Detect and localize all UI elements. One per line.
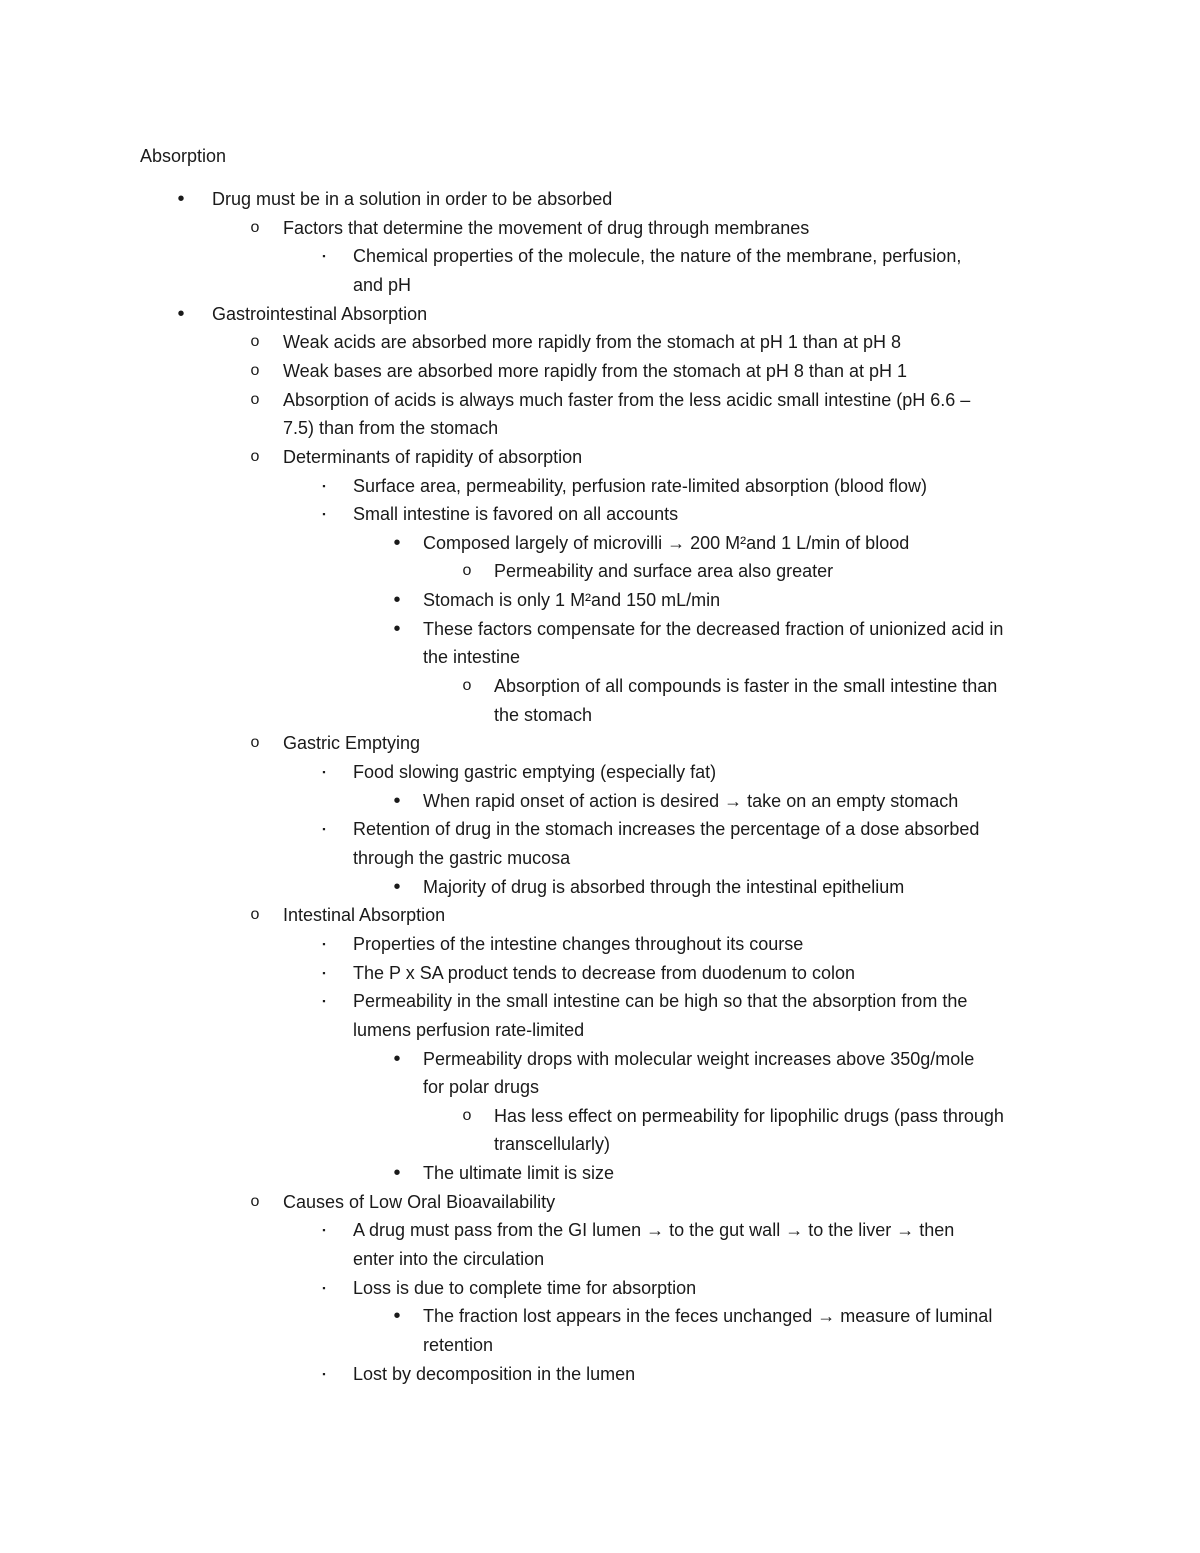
- outline-item-level-4: Majority of drug is absorbed through the intestinal epithelium: [423, 876, 905, 897]
- outline-item-level-4: retention: [423, 1335, 494, 1355]
- outline-item-level-5: Permeability and surface area also greater: [494, 561, 834, 582]
- outline-item-level-2: Weak bases are absorbed more rapidly from the stomach at pH 8 than at pH 1: [283, 360, 907, 381]
- outline-item-level-4: Composed largely of microvilli → 200 M²and 1 L/min of blood: [423, 532, 910, 553]
- outline-item-level-3: Food slowing gastric emptying (especially fat): [353, 762, 717, 782]
- outline-item-level-3: Permeability in the small intestine can be high so that the absorption from the: [353, 991, 968, 1012]
- outline-item-level-4: Stomach is only 1 M²and 150 mL/min: [423, 590, 721, 611]
- bullet-square-icon: ▪: [322, 767, 326, 777]
- bullet-dot-icon: •: [393, 1305, 401, 1328]
- bullet-square-icon: ▪: [322, 480, 326, 491]
- bullet-dot-icon: •: [393, 875, 401, 898]
- outline-item-level-3: and pH: [353, 274, 412, 295]
- outline-item-level-1: Gastrointestinal Absorption: [212, 303, 428, 324]
- outline-item-level-2: Factors that determine the movement of drug through membranes: [283, 217, 810, 238]
- bullet-circle-icon: o: [250, 361, 260, 379]
- outline-item-level-5: the stomach: [494, 704, 593, 725]
- outline-item-level-4: These factors compensate for the decreased fraction of unionized acid in: [423, 618, 1004, 639]
- bullet-dot-icon: •: [393, 789, 401, 812]
- bullet-dot-icon: •: [393, 1047, 401, 1070]
- outline-item-level-3: Retention of drug in the stomach increases the percentage of a dose absorbed: [353, 819, 980, 840]
- outline-item-level-3: Chemical properties of the molecule, the nature of the membrane, perfusion,: [353, 246, 962, 267]
- outline-item-level-3: Lost by decomposition in the lumen: [353, 1363, 636, 1384]
- outline-item-level-2: Gastric Emptying: [283, 733, 421, 754]
- outline-item-level-1: Drug must be in a solution in order to be absorbed: [212, 189, 613, 209]
- bullet-circle-icon: o: [250, 1192, 260, 1210]
- outline-item-level-3: A drug must pass from the GI lumen → to the gut wall → to the liver → then: [353, 1220, 955, 1241]
- bullet-dot-icon: •: [177, 188, 185, 210]
- outline-item-level-2: Determinants of rapidity of absorption: [283, 446, 583, 467]
- outline-item-level-3: Small intestine is favored on all accounts: [353, 504, 679, 525]
- outline-item-level-3: The P x SA product tends to decrease from duodenum to colon: [353, 962, 855, 983]
- outline-item-level-3: Properties of the intestine changes throughout its course: [353, 933, 804, 954]
- outline-item-level-2: Absorption of acids is always much faster from the less acidic small intestine (pH 6.6 –: [283, 389, 971, 410]
- outline-item-level-4: for polar drugs: [423, 1077, 540, 1098]
- bullet-square-icon: ▪: [322, 251, 326, 262]
- outline-item-level-3: Surface area, permeability, perfusion rate-limited absorption (blood flow): [353, 475, 927, 496]
- bullet-circle-icon: o: [462, 1106, 472, 1124]
- bullet-square-icon: ▪: [322, 996, 326, 1007]
- outline-item-level-3: through the gastric mucosa: [353, 847, 571, 868]
- outline-item-level-4: the intestine: [423, 647, 521, 668]
- bullet-circle-icon: o: [250, 333, 260, 351]
- page-title: Absorption: [140, 146, 227, 166]
- bullet-circle-icon: o: [250, 906, 260, 924]
- bullet-dot-icon: •: [393, 589, 401, 612]
- bullet-dot-icon: •: [393, 617, 401, 640]
- outline-item-level-5: Absorption of all compounds is faster in the small intestine than: [494, 676, 998, 697]
- outline-item-level-2: 7.5) than from the stomach: [283, 418, 499, 439]
- outline-item-level-3: lumens perfusion rate-limited: [353, 1019, 585, 1040]
- outline-item-level-5: Has less effect on permeability for lipophilic drugs (pass through: [494, 1105, 1004, 1126]
- bullet-circle-icon: o: [250, 734, 260, 752]
- bullet-square-icon: ▪: [322, 824, 326, 835]
- bullet-circle-icon: o: [250, 390, 260, 408]
- bullet-square-icon: ▪: [322, 509, 326, 520]
- outline-item-level-2: Intestinal Absorption: [283, 905, 446, 926]
- outline-item-level-3: enter into the circulation: [353, 1249, 545, 1270]
- outline-item-level-4: The ultimate limit is size: [423, 1163, 615, 1184]
- bullet-circle-icon: o: [250, 218, 260, 236]
- bullet-square-icon: ▪: [322, 938, 326, 949]
- bullet-circle-icon: o: [462, 562, 472, 580]
- bullet-square-icon: ▪: [322, 1225, 326, 1236]
- bullet-dot-icon: •: [177, 302, 185, 325]
- outline-item-level-5: transcellularly): [494, 1134, 611, 1155]
- outline-item-level-2: Weak acids are absorbed more rapidly from the stomach at pH 1 than at pH 8: [283, 332, 901, 353]
- outline-item-level-2: Causes of Low Oral Bioavailability: [283, 1191, 556, 1212]
- bullet-circle-icon: o: [250, 447, 260, 465]
- outline-item-level-4: Permeability drops with molecular weight increases above 350g/mole: [423, 1048, 975, 1069]
- outline-item-level-4: The fraction lost appears in the feces unchanged → measure of luminal: [423, 1306, 993, 1327]
- outline-item-level-3: Loss is due to complete time for absorption: [353, 1277, 697, 1298]
- bullet-square-icon: ▪: [322, 967, 326, 978]
- bullet-circle-icon: o: [462, 677, 472, 695]
- outline-item-level-4: When rapid onset of action is desired → take on an empty stomach: [423, 790, 959, 811]
- bullet-square-icon: ▪: [322, 1368, 326, 1379]
- bullet-dot-icon: •: [393, 531, 401, 554]
- bullet-square-icon: ▪: [322, 1282, 326, 1293]
- bullet-dot-icon: •: [393, 1162, 401, 1185]
